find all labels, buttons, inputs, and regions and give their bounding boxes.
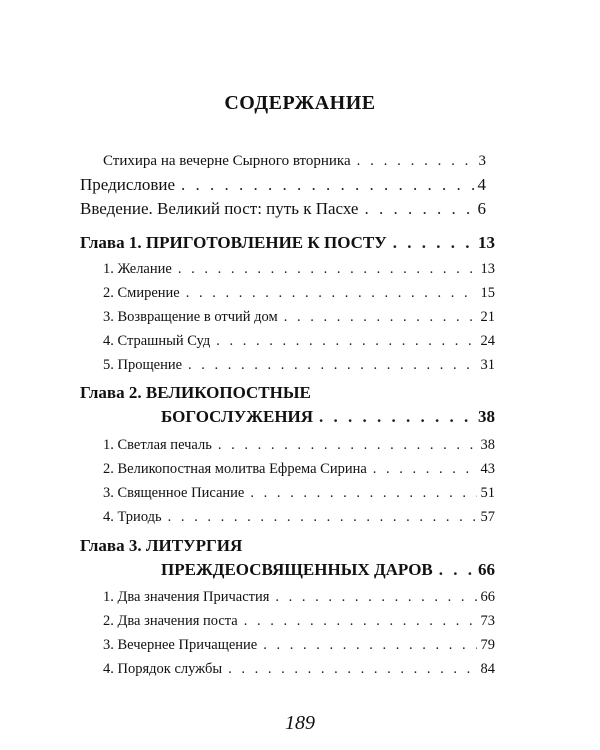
section-page: 38: [480, 437, 495, 453]
toc-entry-page: 6: [477, 199, 486, 218]
toc-section[interactable]: [103, 632, 495, 658]
toc-section[interactable]: [103, 328, 495, 354]
toc-entry-title: Предисловие: [80, 175, 176, 194]
toc-section[interactable]: [103, 584, 495, 610]
section-page: 21: [480, 309, 495, 325]
toc-chapter-3[interactable]: [161, 557, 495, 583]
chapter-page: 13: [478, 233, 495, 252]
page-title: СОДЕРЖАНИЕ: [224, 92, 376, 114]
dot-leader: [218, 432, 477, 458]
toc-section[interactable]: [103, 608, 495, 634]
toc-section[interactable]: [103, 432, 495, 458]
section-page: 66: [480, 589, 495, 605]
section-page: 79: [480, 637, 495, 653]
section-title: 4. Порядок службы: [103, 661, 223, 677]
dot-leader: [168, 504, 477, 530]
toc-entry-title: Стихира на вечерне Сырного вторника: [103, 153, 351, 169]
section-title: 5. Прощение: [103, 357, 183, 373]
toc-chapter-1[interactable]: [80, 230, 495, 256]
toc-section[interactable]: [103, 352, 495, 378]
section-title: 2. Смирение: [103, 285, 180, 301]
chapter-heading: [80, 230, 387, 256]
section-title: 3. Священное Писание: [103, 485, 245, 501]
section-title: 4. Триодь: [103, 509, 162, 525]
section-title: 1. Два значения Причастия: [103, 589, 270, 605]
chapter-label: Глава 1.: [80, 233, 142, 252]
section-title: 2. Великопостная молитва Ефрема Сирина: [103, 461, 367, 477]
dot-leader: [244, 608, 477, 634]
chapter-page: 38: [478, 407, 495, 426]
dot-leader: [357, 148, 475, 174]
section-title: 1. Желание: [103, 261, 172, 277]
chapter-page: 66: [478, 560, 495, 579]
toc-entry-title: Введение. Великий пост: путь к Пасхе: [80, 199, 359, 218]
dot-leader: [188, 352, 476, 378]
toc-entry-stichera[interactable]: [103, 148, 486, 174]
section-title: 3. Вечернее Причащение: [103, 637, 258, 653]
section-page: 43: [480, 461, 495, 477]
toc-section[interactable]: [103, 304, 495, 330]
section-title: 3. Возвращение в отчий дом: [103, 309, 278, 325]
dot-leader: [275, 584, 476, 610]
section-page: 24: [480, 333, 495, 349]
chapter-title: ПРИГОТОВЛЕНИЕ К ПОСТУ: [145, 233, 387, 252]
dot-leader: [181, 172, 473, 198]
dot-leader: [250, 480, 476, 506]
chapter-title-continued: ПРЕЖДЕОСВЯЩЕННЫХ ДАРОВ: [161, 560, 433, 579]
dot-leader: [373, 456, 477, 482]
dot-leader: [263, 632, 476, 658]
section-page: 84: [480, 661, 495, 677]
dot-leader: [364, 196, 473, 222]
dot-leader: [228, 656, 476, 682]
toc-entry-page: 3: [478, 153, 486, 169]
chapter-label: Глава 3.: [80, 536, 142, 555]
toc-section[interactable]: [103, 480, 495, 506]
toc-section[interactable]: [103, 256, 495, 282]
toc-section[interactable]: [103, 504, 495, 530]
dot-leader: [216, 328, 476, 354]
dot-leader: [284, 304, 477, 330]
page-number: 189: [285, 712, 315, 734]
section-page: 57: [480, 509, 495, 525]
dot-leader: [393, 230, 474, 256]
section-title: 1. Светлая печаль: [103, 437, 212, 453]
toc-chapter-2[interactable]: [161, 404, 495, 430]
dot-leader: [319, 404, 474, 430]
chapter-title-continued: БОГОСЛУЖЕНИЯ: [161, 407, 314, 426]
toc-section[interactable]: [103, 656, 495, 682]
chapter-label: Глава 2.: [80, 383, 142, 402]
section-page: 31: [480, 357, 495, 373]
section-page: 15: [480, 285, 495, 301]
dot-leader: [439, 557, 474, 583]
chapter-title: ВЕЛИКОПОСТНЫЕ: [145, 383, 311, 402]
toc-section[interactable]: [103, 456, 495, 482]
section-title: 4. Страшный Суд: [103, 333, 211, 349]
section-page: 51: [480, 485, 495, 501]
section-page: 73: [480, 613, 495, 629]
dot-leader: [186, 280, 477, 306]
chapter-title: ЛИТУРГИЯ: [145, 536, 243, 555]
toc-chapter-2-heading[interactable]: [80, 380, 311, 406]
toc-entry-preface[interactable]: [80, 172, 486, 198]
dot-leader: [178, 256, 477, 282]
toc-chapter-3-heading[interactable]: [80, 533, 242, 559]
toc-entry-introduction[interactable]: [80, 196, 486, 222]
toc-entry-page: 4: [477, 175, 486, 194]
section-page: 13: [480, 261, 495, 277]
toc-section[interactable]: [103, 280, 495, 306]
section-title: 2. Два значения поста: [103, 613, 238, 629]
